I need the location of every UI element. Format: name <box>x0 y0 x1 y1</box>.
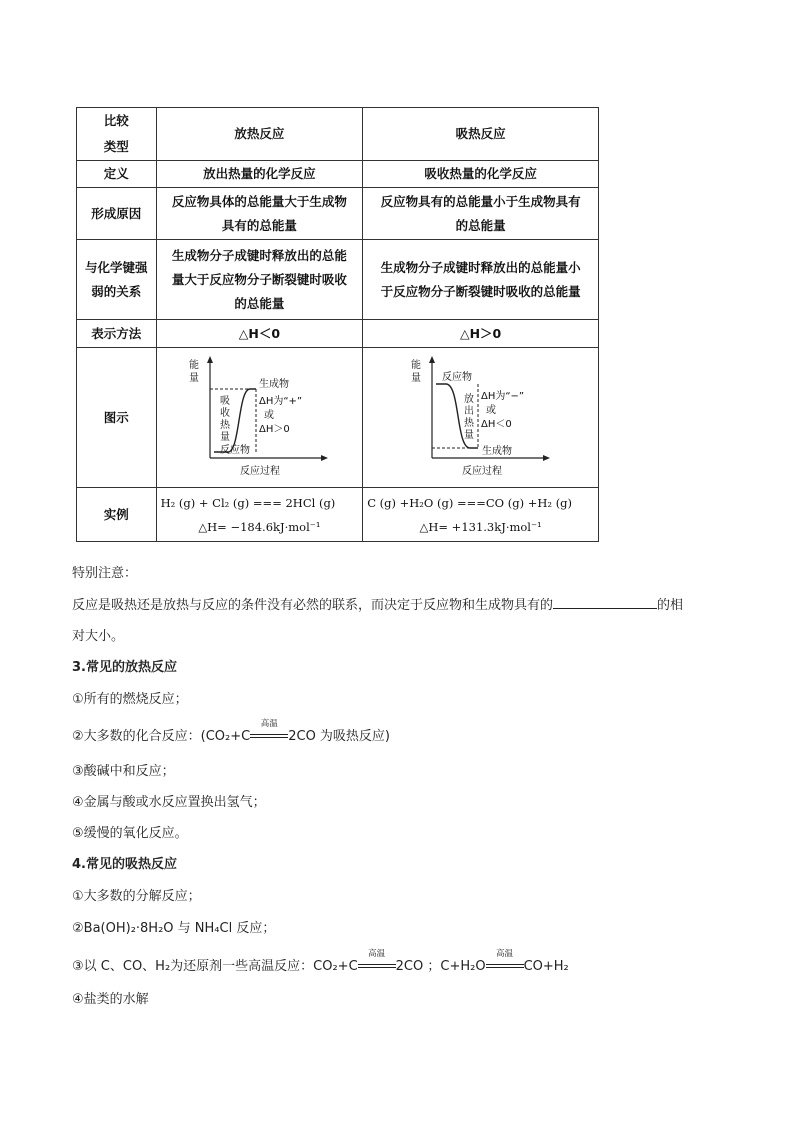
section4-item3-pre: ③以 C、CO、H₂为还原剂一些高温反应：CO₂+C <box>72 959 358 974</box>
x-axis-label: 反应过程 <box>461 465 502 477</box>
section3-item1: ①所有的燃烧反应； <box>72 692 188 707</box>
absorb-text-3: 热 <box>220 419 231 431</box>
y-label-1: 能 <box>410 359 421 371</box>
section4-item3-mid: 2CO ；C+H₂O <box>395 959 486 974</box>
diagram-exo-cell <box>156 348 363 488</box>
special-note-title: 特别注意： <box>72 566 138 581</box>
row-cause <box>77 188 599 240</box>
high-temp-condition <box>486 949 524 970</box>
bond-label <box>77 240 157 320</box>
row-definition <box>77 161 599 188</box>
cause-endo-line1: 反应物具有的总能量小于生成物具有 <box>380 193 581 209</box>
section3-item4: ④金属与酸或水反应置换出氢气； <box>72 795 266 810</box>
notation-endo: △H＞0 <box>363 320 599 348</box>
section3-item2 <box>72 719 391 744</box>
section3-item2-pre: ②大多数的化合反应：(CO₂+C <box>72 729 251 744</box>
x-axis-arrow <box>321 455 328 461</box>
delta-h-note-1: ΔH为“+” <box>259 395 303 407</box>
header-compare-line1: 比较 <box>103 113 129 128</box>
definition-label: 定义 <box>77 161 157 188</box>
section3-item2-post: 2CO 为吸热反应) <box>288 729 391 744</box>
row-notation <box>77 320 599 348</box>
release-text-2: 出 <box>463 405 474 417</box>
diagram-endo-cell <box>363 348 599 488</box>
delta-h-note-1: ΔH为“−” <box>480 390 524 402</box>
bond-exo-line1: 生成物分子成键时释放出的总能 <box>171 247 347 263</box>
example-exo <box>156 488 363 542</box>
special-note-line2: 对大小。 <box>72 629 125 644</box>
row-bond <box>77 240 599 320</box>
endothermic-energy-diagram <box>406 354 556 482</box>
bond-endo-line1: 生成物分子成键时释放出的总能量小 <box>380 259 581 275</box>
example-label: 实例 <box>77 488 157 542</box>
equals-bar <box>358 964 396 968</box>
header-endothermic: 吸热反应 <box>363 108 599 161</box>
bond-exo-line3: 的总能量 <box>234 295 285 311</box>
example-endo-equation: C (g) +H₂O (g) ===CO (g) +H₂ (g) <box>367 495 573 510</box>
product-label: 生成物 <box>481 445 512 457</box>
section4-item3-post: CO+H₂ <box>523 959 569 974</box>
fill-in-blank[interactable] <box>553 596 657 609</box>
row-example <box>77 488 599 542</box>
example-endo <box>363 488 599 542</box>
cause-endo-line2: 的总能量 <box>455 217 506 233</box>
exothermic-energy-diagram <box>184 354 334 482</box>
y-label-2: 量 <box>189 372 200 384</box>
cause-exo-line1: 反应物具体的总能量大于生成物 <box>171 193 347 209</box>
section4-item1: ①大多数的分解反应； <box>72 889 201 904</box>
definition-endo: 吸收热量的化学反应 <box>363 161 599 188</box>
high-temp-label: 高温 <box>260 719 278 729</box>
high-temp-label: 高温 <box>368 949 386 959</box>
section3-item5: ⑤缓慢的氧化反应。 <box>72 826 188 841</box>
special-note-text: 反应是吸热还是放热与反应的条件没有必然的联系，而决定于反应物和生成物具有的 <box>72 598 554 613</box>
release-text-1: 放 <box>463 393 474 405</box>
product-label: 生成物 <box>259 378 290 390</box>
equals-bar <box>486 964 524 968</box>
bond-exo-line2: 量大于反应物分子断裂键时吸收 <box>171 271 347 287</box>
comparison-table <box>76 107 599 542</box>
y-axis-arrow <box>429 356 435 363</box>
cause-exo-line2: 具有的总能量 <box>221 217 297 233</box>
diagram-label: 图示 <box>77 348 157 488</box>
header-compare-line2: 类型 <box>103 139 129 154</box>
section3-item3: ③酸碱中和反应； <box>72 764 175 779</box>
equals-bar <box>250 734 288 738</box>
section4-item4: ④盐类的水解 <box>72 992 149 1007</box>
cause-exo <box>156 188 363 240</box>
high-temp-condition <box>250 719 288 740</box>
section4-item2: ②Ba(OH)₂·8H₂O 与 NH₄Cl 反应； <box>72 921 276 936</box>
high-temp-label: 高温 <box>496 949 514 959</box>
x-axis-arrow <box>543 455 550 461</box>
example-endo-delta-h: △H= +131.3kJ·mol⁻¹ <box>419 519 542 534</box>
bond-endo-line2: 于反应物分子断裂键时吸收的总能量 <box>380 283 581 299</box>
bond-endo <box>363 240 599 320</box>
definition-exo: 放出热量的化学反应 <box>156 161 363 188</box>
section4-item3 <box>72 949 569 974</box>
delta-h-note-2: 或 <box>485 404 496 416</box>
table-header-row <box>77 108 599 161</box>
header-exothermic: 放热反应 <box>156 108 363 161</box>
absorb-text-4: 量 <box>220 431 231 443</box>
y-label-2: 量 <box>410 372 421 384</box>
section4-title: 4.常见的吸热反应 <box>72 857 177 872</box>
bond-label-line1: 与化学键强 <box>85 259 148 275</box>
example-exo-delta-h: △H= −184.6kJ·mol⁻¹ <box>198 519 321 534</box>
absorb-text-2: 收 <box>220 407 231 419</box>
release-text-3: 热 <box>463 417 474 429</box>
y-axis-arrow <box>207 356 213 363</box>
absorb-text-1: 吸 <box>220 395 231 407</box>
delta-h-note-3: ΔH＞0 <box>259 423 291 435</box>
special-note-line1 <box>72 594 683 613</box>
notation-label: 表示方法 <box>77 320 157 348</box>
y-label-1: 能 <box>189 359 200 371</box>
bond-label-line2: 弱的关系 <box>91 283 142 299</box>
example-exo-equation: H₂ (g) + Cl₂ (g) === 2HCl (g) <box>160 495 336 510</box>
reactant-label: 反应物 <box>220 444 251 456</box>
bond-exo <box>156 240 363 320</box>
delta-h-note-2: 或 <box>264 409 275 421</box>
reactant-label: 反应物 <box>441 371 472 383</box>
section3-title: 3.常见的放热反应 <box>72 660 177 675</box>
row-diagram <box>77 348 599 488</box>
delta-h-note-3: ΔH＜0 <box>480 418 512 430</box>
x-axis-label: 反应过程 <box>240 465 281 477</box>
cause-endo <box>363 188 599 240</box>
special-note-tail: 的相 <box>657 598 684 613</box>
release-text-4: 量 <box>463 429 474 441</box>
notation-exo: △H＜0 <box>156 320 363 348</box>
cause-label: 形成原因 <box>77 188 157 240</box>
header-compare-type <box>77 108 157 161</box>
high-temp-condition <box>358 949 396 970</box>
